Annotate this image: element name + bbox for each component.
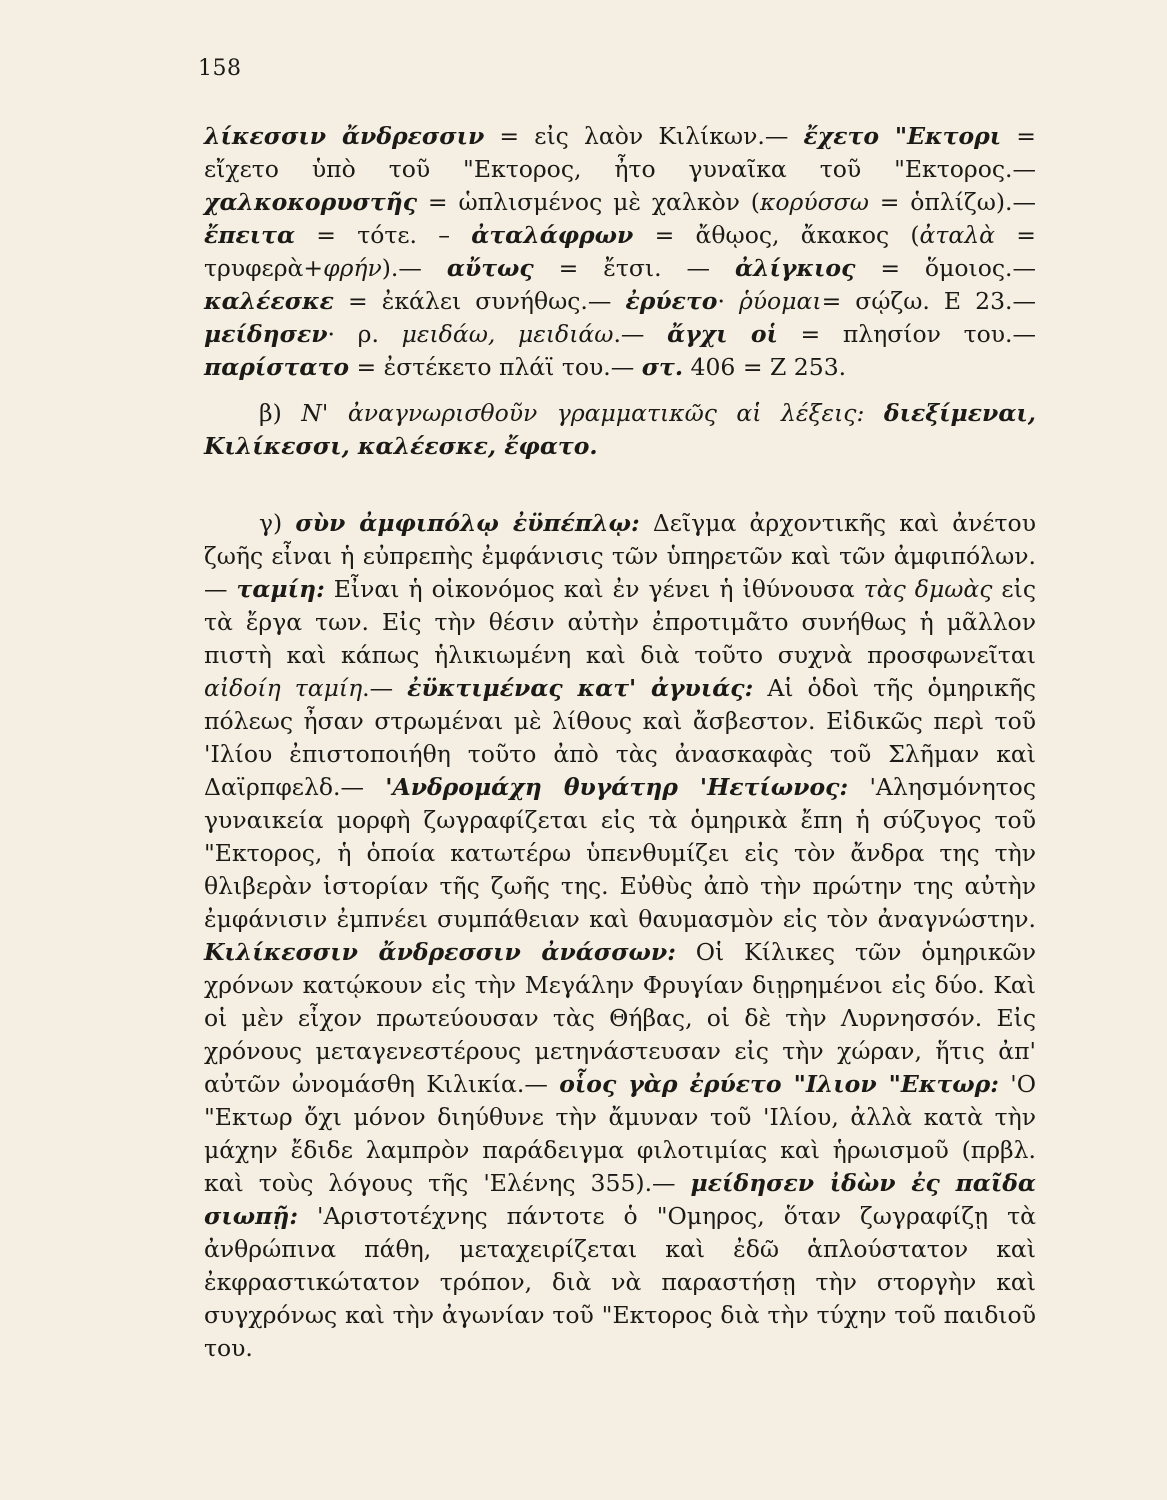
glossary-block-b xyxy=(204,397,1036,463)
paragraph-c xyxy=(204,507,1036,1365)
body-text: = ἔτσι. — xyxy=(533,254,735,282)
body-text: ' xyxy=(321,399,348,427)
body-text: εἰς τὰ ἔργα των. Εἰς τὴν θέσιν αὐτὴν ἐπροτιμᾶτο συνήθως ἡ μᾶλλον πιστὴ καὶ κάπως ἡλικιωμένη καὶ διὰ τοῦτο συχνὰ προσφωνεῖται xyxy=(204,575,1036,669)
glossary-term: ἐρύετο xyxy=(625,287,718,315)
glossary-term: ἐϋκτιμένας κατ' ἀγυιάς: xyxy=(407,674,754,702)
glossary-term: χαλκοκορυστῆς xyxy=(204,188,418,216)
body-text: 406 = Ζ 253. xyxy=(683,353,847,381)
body-text: β) xyxy=(259,399,302,427)
glossary-term: οἷος γὰρ ἐρύετο "Ιλιον "Εκτωρ: xyxy=(559,1070,999,1098)
glossary-term: σὺν ἀμφιπόλῳ ἐϋπέπλῳ: xyxy=(295,509,640,537)
glossary-term: 'Ανδρομάχη θυγάτηρ 'Ηετίωνος: xyxy=(385,773,849,801)
glossary-term: ἀλίγκιος xyxy=(734,254,856,282)
glossary-term: Κιλίκεσσιν ἄνδρεσσιν ἀνάσσων: xyxy=(204,938,676,966)
glossary-term: διεξίμεναι, Κιλίκεσσι, καλέεσκε, ἔφατο. xyxy=(204,399,1036,460)
body-text: Δεῖγμα ἀρχοντικῆς καὶ ἀνέτου ζωῆς εἶναι ἡ εὐπρεπὴς ἐμφάνισις τῶν ὑπηρετῶν καὶ τῶν ἀμφιπόλων.— xyxy=(204,509,1036,603)
glossary-term: μειδάω, μειδιάω xyxy=(401,320,614,348)
paragraph-a xyxy=(204,120,1036,384)
body-text: 'Ο "Εκτωρ ὄχι μόνον διηύθυνε τὴν ἄμυναν τοῦ 'Ιλίου, ἀλλὰ κατὰ τὴν μάχην ἔδιδε λαμπρὸν παράδειγμα φιλοτιμίας καὶ ἡρωισμοῦ (πρβλ. καὶ τοὺς λόγους τῆς 'Ελένης 355).— xyxy=(204,1070,1036,1197)
glossary-term: κορύσσω xyxy=(759,188,869,216)
glossary-term: ἀναγνωρισθοῦν γραμματικῶς αἱ λέξεις: xyxy=(347,399,865,427)
body-text: = ὁπλίζω).— xyxy=(868,188,1036,216)
glossary-term: ἀταλάφρων xyxy=(471,221,634,249)
glossary-term: στ. xyxy=(641,353,684,381)
body-text: = τρυφερὰ+ xyxy=(204,221,1036,282)
body-text: = ὅμοιος.— xyxy=(855,254,1036,282)
page-number: 158 xyxy=(198,56,242,81)
glossary-term: αἰδοίη ταμίη xyxy=(204,674,363,702)
glossary-term: ῥύομαι xyxy=(738,287,822,315)
glossary-term: τὰς δμωὰς xyxy=(863,575,993,603)
glossary-term: ἄγχι οἱ xyxy=(667,320,778,348)
glossary-term: λίκεσσιν ἄνδρεσσιν xyxy=(204,122,485,150)
body-text: = σῴζω. Ε 23.— xyxy=(821,287,1036,315)
glossary-term: μείδησεν xyxy=(204,320,328,348)
body-text: · xyxy=(717,287,739,315)
glossary-block-a xyxy=(204,120,1036,384)
body-text xyxy=(864,399,884,427)
glossary-term: παρίστατο xyxy=(204,353,349,381)
body-text: = εἴχετο ὑπὸ τοῦ "Εκτορος, ἦτο γυναῖκα τοῦ "Εκτορος.— xyxy=(204,122,1036,183)
body-text: = τότε. – xyxy=(295,221,472,249)
paragraph-b xyxy=(204,397,1036,463)
body-text: .— xyxy=(613,320,668,348)
body-text: 'Αλησμόνητος γυναικεία μορφὴ ζωγραφίζεται εἰς τὰ ὁμηρικὰ ἔπη ἡ σύζυγος τοῦ "Εκτορος, ἡ ὁποία κατωτέρω ὑπενθυμίζει εἰς τὸν ἄνδρα της τὴν θλιβερὰν ἱστορίαν τῆς ζωῆς της. Εὐθὺς ἀπὸ τὴν πρώτην της αὐτὴν ἐμφάνισιν ἐμπνέει συμπάθειαν καὶ θαυμασμὸν εἰς τὸν ἀναγνώστην. xyxy=(204,773,1036,933)
body-text: = ἐκάλει συνήθως.— xyxy=(333,287,626,315)
glossary-term: ἔπειτα xyxy=(204,221,296,249)
body-text: = ἐστέκετο πλάϊ του.— xyxy=(349,353,642,381)
body-text: ).— xyxy=(381,254,447,282)
glossary-term: καλέεσκε xyxy=(204,287,334,315)
body-text: γ) xyxy=(259,509,296,537)
glossary-term: ταμίη: xyxy=(236,575,325,603)
body-text: = ἄθῳος, ἄκακος ( xyxy=(633,221,920,249)
glossary-term: αὔτως xyxy=(446,254,534,282)
body-text: = ὡπλισμένος μὲ χαλκὸν ( xyxy=(417,188,760,216)
glossary-term: ἀταλὰ xyxy=(919,221,996,249)
body-text: Εἶναι ἡ οἰκονόμος καὶ ἐν γένει ἡ ἰθύνουσα xyxy=(324,575,864,603)
glossary-term: μείδησεν ἰδὼν ἐς παῖδα σιωπῇ: xyxy=(204,1169,1036,1230)
body-text: = πλησίον του.— xyxy=(777,320,1036,348)
glossary-block-c xyxy=(204,507,1036,1365)
glossary-term: φρήν xyxy=(323,254,382,282)
body-text: = εἰς λαὸν Κιλίκων.— xyxy=(484,122,804,150)
body-text: Αἱ ὁδοὶ τῆς ὁμηρικῆς πόλεως ἦσαν στρωμέναι μὲ λίθους καὶ ἄσβεστον. Εἰδικῶς περὶ τοῦ 'Ιλίου ἐπιστοποιήθη τοῦτο ἀπὸ τὰς ἀνασκαφὰς τοῦ Σλῆμαν καὶ Δαϊρπφελδ.— xyxy=(204,674,1036,801)
body-text: · ρ. xyxy=(327,320,402,348)
body-text: .— xyxy=(362,674,408,702)
body-text: Οἱ Κίλικες τῶν ὁμηρικῶν χρόνων κατῴκουν εἰς τὴν Μεγάλην Φρυγίαν διῃρημένοι εἰς δύο. Καὶ οἱ μὲν εἶχον πρωτεύουσαν τὰς Θήβας, οἱ δὲ τὴν Λυρνησσόν. Εἰς χρόνους μεταγενεστέρους μετηνάστευσαν εἰς τὴν χώραν, ἥτις ἀπ' αὐτῶν ὠνομάσθη Κιλικία.— xyxy=(204,938,1036,1098)
glossary-term: Ν xyxy=(301,399,322,427)
body-text: 'Αριστοτέχνης πάντοτε ὁ "Ομηρος, ὅταν ζωγραφίζῃ τὰ ἀνθρώπινα πάθη, μεταχειρίζεται καὶ ἐδῶ ἁπλούστατον καὶ ἐκφραστικώτατον τρόπον, διὰ νὰ παραστήσῃ τὴν στοργὴν καὶ συγχρόνως καὶ τὴν ἀγωνίαν τοῦ "Εκτορος διὰ τὴν τύχην τοῦ παιδιοῦ του. xyxy=(204,1202,1036,1362)
glossary-term: ἔχετο "Εκτορι xyxy=(803,122,1002,150)
